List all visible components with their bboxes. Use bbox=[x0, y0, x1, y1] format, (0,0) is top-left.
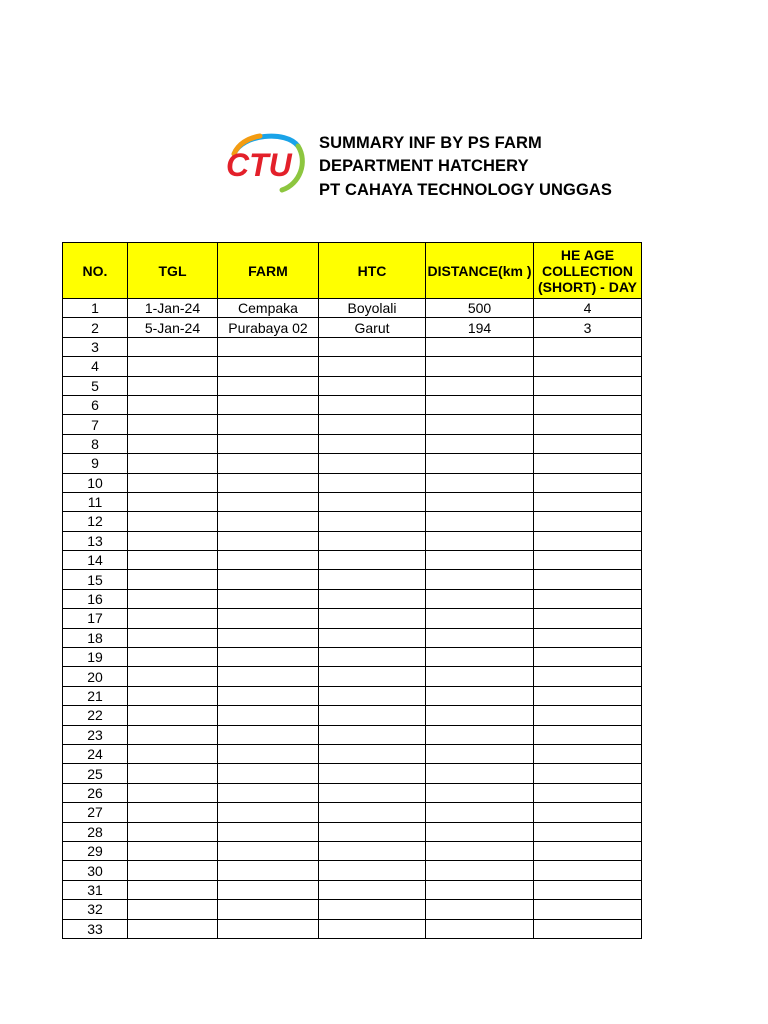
cell-age bbox=[534, 395, 642, 414]
cell-farm bbox=[218, 434, 319, 453]
cell-age bbox=[534, 822, 642, 841]
cell-distance bbox=[426, 492, 534, 511]
cell-distance bbox=[426, 531, 534, 550]
cell-no: 18 bbox=[63, 628, 128, 647]
cell-age bbox=[534, 492, 642, 511]
cell-htc bbox=[319, 841, 426, 860]
cell-distance bbox=[426, 764, 534, 783]
cell-farm bbox=[218, 415, 319, 434]
table-row bbox=[63, 822, 642, 841]
table-row bbox=[63, 570, 642, 589]
table-row bbox=[63, 648, 642, 667]
cell-htc bbox=[319, 395, 426, 414]
cell-age bbox=[534, 861, 642, 880]
cell-no: 19 bbox=[63, 648, 128, 667]
table-row bbox=[63, 725, 642, 744]
cell-tgl bbox=[128, 395, 218, 414]
cell-htc bbox=[319, 861, 426, 880]
cell-htc bbox=[319, 376, 426, 395]
table-row bbox=[63, 415, 642, 434]
cell-no: 15 bbox=[63, 570, 128, 589]
cell-farm bbox=[218, 686, 319, 705]
cell-farm bbox=[218, 667, 319, 686]
cell-htc bbox=[319, 919, 426, 938]
cell-farm bbox=[218, 822, 319, 841]
table-row bbox=[63, 628, 642, 647]
cell-age bbox=[534, 919, 642, 938]
table-row bbox=[63, 667, 642, 686]
cell-tgl bbox=[128, 686, 218, 705]
table-row bbox=[63, 744, 642, 763]
cell-tgl bbox=[128, 803, 218, 822]
cell-distance bbox=[426, 667, 534, 686]
cell-farm bbox=[218, 628, 319, 647]
cell-tgl bbox=[128, 667, 218, 686]
cell-age bbox=[534, 551, 642, 570]
col-header-distance bbox=[426, 243, 534, 299]
cell-htc bbox=[319, 803, 426, 822]
cell-no: 5 bbox=[63, 376, 128, 395]
title-line-3: PT CAHAYA TECHNOLOGY UNGGAS bbox=[319, 180, 613, 199]
col-header-age bbox=[534, 243, 642, 299]
cell-htc bbox=[319, 454, 426, 473]
cell-tgl bbox=[128, 589, 218, 608]
cell-farm: Purabaya 02 bbox=[218, 318, 319, 337]
cell-tgl bbox=[128, 628, 218, 647]
cell-farm bbox=[218, 551, 319, 570]
cell-age bbox=[534, 531, 642, 550]
cell-age bbox=[534, 357, 642, 376]
cell-farm bbox=[218, 803, 319, 822]
cell-tgl bbox=[128, 454, 218, 473]
cell-farm bbox=[218, 841, 319, 860]
cell-distance bbox=[426, 454, 534, 473]
cell-no: 12 bbox=[63, 512, 128, 531]
cell-htc bbox=[319, 551, 426, 570]
table-row bbox=[63, 686, 642, 705]
cell-htc: Garut bbox=[319, 318, 426, 337]
cell-distance bbox=[426, 434, 534, 453]
cell-age bbox=[534, 725, 642, 744]
cell-htc bbox=[319, 473, 426, 492]
cell-htc bbox=[319, 609, 426, 628]
table-row bbox=[63, 589, 642, 608]
cell-htc bbox=[319, 589, 426, 608]
cell-htc bbox=[319, 744, 426, 763]
table-row bbox=[63, 376, 642, 395]
cell-no: 27 bbox=[63, 803, 128, 822]
cell-htc bbox=[319, 822, 426, 841]
table-row bbox=[63, 434, 642, 453]
cell-age bbox=[534, 589, 642, 608]
cell-htc bbox=[319, 337, 426, 356]
cell-age: 4 bbox=[534, 299, 642, 318]
table-row bbox=[63, 454, 642, 473]
cell-distance bbox=[426, 357, 534, 376]
cell-no: 28 bbox=[63, 822, 128, 841]
cell-distance bbox=[426, 628, 534, 647]
cell-distance bbox=[426, 880, 534, 899]
cell-no: 8 bbox=[63, 434, 128, 453]
cell-no: 16 bbox=[63, 589, 128, 608]
cell-farm bbox=[218, 706, 319, 725]
cell-no: 10 bbox=[63, 473, 128, 492]
cell-tgl bbox=[128, 492, 218, 511]
cell-age bbox=[534, 415, 642, 434]
cell-tgl: 1-Jan-24 bbox=[128, 299, 218, 318]
cell-distance bbox=[426, 919, 534, 938]
cell-tgl bbox=[128, 861, 218, 880]
col-header-farm: FARM bbox=[218, 243, 319, 299]
cell-no: 22 bbox=[63, 706, 128, 725]
table-row bbox=[63, 841, 642, 860]
cell-age bbox=[534, 628, 642, 647]
cell-distance: 194 bbox=[426, 318, 534, 337]
cell-htc bbox=[319, 667, 426, 686]
cell-age bbox=[534, 783, 642, 802]
cell-age bbox=[534, 570, 642, 589]
cell-tgl bbox=[128, 337, 218, 356]
cell-tgl bbox=[128, 531, 218, 550]
cell-distance: 500 bbox=[426, 299, 534, 318]
cell-distance bbox=[426, 570, 534, 589]
cell-no: 13 bbox=[63, 531, 128, 550]
table-row bbox=[63, 473, 642, 492]
cell-no: 30 bbox=[63, 861, 128, 880]
cell-age bbox=[534, 706, 642, 725]
cell-distance bbox=[426, 744, 534, 763]
cell-no: 4 bbox=[63, 357, 128, 376]
cell-htc bbox=[319, 531, 426, 550]
cell-age bbox=[534, 512, 642, 531]
cell-distance bbox=[426, 415, 534, 434]
cell-no: 33 bbox=[63, 919, 128, 938]
cell-tgl bbox=[128, 609, 218, 628]
cell-tgl bbox=[128, 434, 218, 453]
cell-tgl bbox=[128, 551, 218, 570]
cell-distance bbox=[426, 822, 534, 841]
cell-distance bbox=[426, 648, 534, 667]
cell-age bbox=[534, 648, 642, 667]
cell-no: 25 bbox=[63, 764, 128, 783]
cell-htc bbox=[319, 900, 426, 919]
cell-tgl bbox=[128, 357, 218, 376]
col-header-distance-text: DISTANCE(km ) bbox=[427, 262, 532, 279]
cell-no: 17 bbox=[63, 609, 128, 628]
cell-no: 6 bbox=[63, 395, 128, 414]
col-header-tgl: TGL bbox=[128, 243, 218, 299]
cell-farm bbox=[218, 648, 319, 667]
cell-age bbox=[534, 900, 642, 919]
cell-distance bbox=[426, 861, 534, 880]
cell-age bbox=[534, 803, 642, 822]
cell-farm bbox=[218, 473, 319, 492]
col-header-age-text: HE AGE COLLECTION (SHORT) - DAY bbox=[537, 246, 638, 295]
cell-htc bbox=[319, 415, 426, 434]
cell-htc bbox=[319, 783, 426, 802]
cell-tgl bbox=[128, 919, 218, 938]
cell-age bbox=[534, 764, 642, 783]
cell-no: 7 bbox=[63, 415, 128, 434]
cell-distance bbox=[426, 473, 534, 492]
ctu-logo bbox=[224, 132, 306, 194]
cell-tgl bbox=[128, 570, 218, 589]
cell-farm bbox=[218, 531, 319, 550]
cell-tgl bbox=[128, 376, 218, 395]
table-row bbox=[63, 861, 642, 880]
title-line-2: DEPARTMENT HATCHERY bbox=[319, 157, 529, 176]
title-line-1: SUMMARY INF BY PS FARM bbox=[319, 134, 542, 152]
cell-distance bbox=[426, 337, 534, 356]
cell-farm: Cempaka bbox=[218, 299, 319, 318]
table-row bbox=[63, 880, 642, 899]
cell-farm bbox=[218, 454, 319, 473]
cell-tgl bbox=[128, 706, 218, 725]
cell-distance bbox=[426, 376, 534, 395]
table-row bbox=[63, 803, 642, 822]
report-title-block bbox=[319, 132, 612, 202]
cell-age bbox=[534, 473, 642, 492]
cell-no: 9 bbox=[63, 454, 128, 473]
cell-no: 29 bbox=[63, 841, 128, 860]
cell-htc bbox=[319, 880, 426, 899]
cell-farm bbox=[218, 589, 319, 608]
table-row bbox=[63, 531, 642, 550]
cell-no: 26 bbox=[63, 783, 128, 802]
cell-htc bbox=[319, 492, 426, 511]
cell-age bbox=[534, 454, 642, 473]
cell-farm bbox=[218, 609, 319, 628]
cell-farm bbox=[218, 395, 319, 414]
cell-farm bbox=[218, 337, 319, 356]
cell-distance bbox=[426, 706, 534, 725]
cell-age bbox=[534, 376, 642, 395]
cell-distance bbox=[426, 589, 534, 608]
cell-htc bbox=[319, 648, 426, 667]
cell-no: 3 bbox=[63, 337, 128, 356]
cell-htc bbox=[319, 764, 426, 783]
cell-distance bbox=[426, 395, 534, 414]
cell-htc bbox=[319, 570, 426, 589]
cell-farm bbox=[218, 880, 319, 899]
table-row bbox=[63, 337, 642, 356]
cell-age bbox=[534, 686, 642, 705]
cell-no: 31 bbox=[63, 880, 128, 899]
cell-tgl bbox=[128, 725, 218, 744]
cell-farm bbox=[218, 357, 319, 376]
table-row bbox=[63, 706, 642, 725]
cell-no: 32 bbox=[63, 900, 128, 919]
cell-tgl bbox=[128, 473, 218, 492]
table-row bbox=[63, 395, 642, 414]
cell-farm bbox=[218, 512, 319, 531]
cell-distance bbox=[426, 512, 534, 531]
cell-age bbox=[534, 880, 642, 899]
table-row bbox=[63, 492, 642, 511]
col-header-htc: HTC bbox=[319, 243, 426, 299]
cell-htc bbox=[319, 512, 426, 531]
cell-distance bbox=[426, 725, 534, 744]
cell-distance bbox=[426, 783, 534, 802]
cell-tgl bbox=[128, 764, 218, 783]
table-row bbox=[63, 357, 642, 376]
cell-tgl bbox=[128, 900, 218, 919]
cell-distance bbox=[426, 686, 534, 705]
table-row bbox=[63, 783, 642, 802]
cell-distance bbox=[426, 609, 534, 628]
cell-tgl bbox=[128, 744, 218, 763]
cell-tgl bbox=[128, 880, 218, 899]
cell-tgl bbox=[128, 822, 218, 841]
cell-age bbox=[534, 434, 642, 453]
cell-tgl bbox=[128, 783, 218, 802]
table-row bbox=[63, 764, 642, 783]
cell-no: 24 bbox=[63, 744, 128, 763]
table-header-row bbox=[63, 243, 642, 299]
table-row bbox=[63, 318, 642, 337]
cell-htc bbox=[319, 706, 426, 725]
cell-farm bbox=[218, 492, 319, 511]
ctu-logo-icon bbox=[224, 132, 306, 194]
cell-htc bbox=[319, 725, 426, 744]
cell-farm bbox=[218, 919, 319, 938]
cell-farm bbox=[218, 376, 319, 395]
cell-no: 11 bbox=[63, 492, 128, 511]
cell-htc bbox=[319, 686, 426, 705]
cell-age bbox=[534, 744, 642, 763]
cell-farm bbox=[218, 783, 319, 802]
cell-age bbox=[534, 337, 642, 356]
table-row bbox=[63, 900, 642, 919]
cell-no: 2 bbox=[63, 318, 128, 337]
table-row bbox=[63, 512, 642, 531]
cell-farm bbox=[218, 570, 319, 589]
table-row bbox=[63, 609, 642, 628]
cell-no: 20 bbox=[63, 667, 128, 686]
cell-farm bbox=[218, 725, 319, 744]
cell-farm bbox=[218, 900, 319, 919]
table-row bbox=[63, 919, 642, 938]
cell-htc: Boyolali bbox=[319, 299, 426, 318]
cell-no: 1 bbox=[63, 299, 128, 318]
cell-distance bbox=[426, 551, 534, 570]
cell-age bbox=[534, 609, 642, 628]
cell-farm bbox=[218, 744, 319, 763]
cell-farm bbox=[218, 861, 319, 880]
cell-htc bbox=[319, 628, 426, 647]
cell-tgl bbox=[128, 415, 218, 434]
cell-age: 3 bbox=[534, 318, 642, 337]
table-row bbox=[63, 299, 642, 318]
cell-distance bbox=[426, 900, 534, 919]
cell-tgl: 5-Jan-24 bbox=[128, 318, 218, 337]
table-row bbox=[63, 551, 642, 570]
cell-no: 23 bbox=[63, 725, 128, 744]
logo-text: CTU bbox=[226, 147, 292, 183]
cell-age bbox=[534, 841, 642, 860]
table-body bbox=[63, 299, 642, 939]
cell-htc bbox=[319, 434, 426, 453]
cell-distance bbox=[426, 803, 534, 822]
cell-tgl bbox=[128, 512, 218, 531]
col-header-no: NO. bbox=[63, 243, 128, 299]
cell-htc bbox=[319, 357, 426, 376]
cell-tgl bbox=[128, 841, 218, 860]
cell-no: 14 bbox=[63, 551, 128, 570]
cell-age bbox=[534, 667, 642, 686]
cell-tgl bbox=[128, 648, 218, 667]
cell-farm bbox=[218, 764, 319, 783]
cell-distance bbox=[426, 841, 534, 860]
summary-table bbox=[62, 242, 642, 939]
cell-no: 21 bbox=[63, 686, 128, 705]
